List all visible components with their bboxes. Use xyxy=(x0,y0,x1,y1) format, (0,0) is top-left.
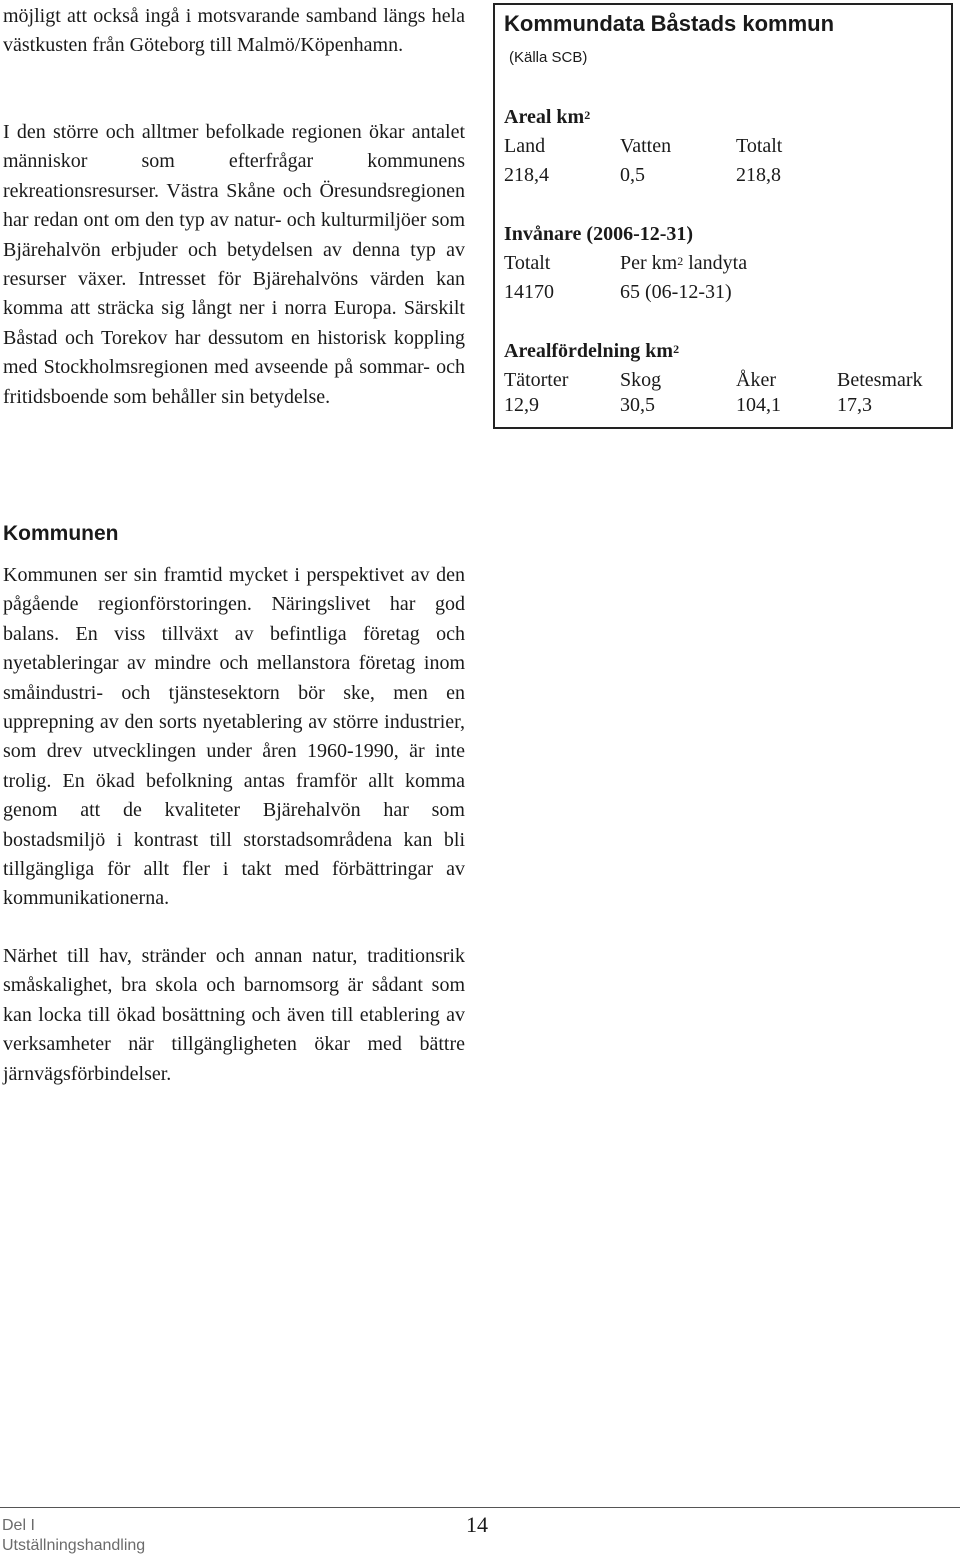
areal-labels-row xyxy=(504,132,944,161)
areal-values-row xyxy=(504,161,944,190)
page-number: 14 xyxy=(466,1512,488,1537)
invanare-labels-row xyxy=(504,249,944,278)
af-value-betesmark: 17,3 xyxy=(837,394,872,416)
box-source: (Källa SCB) xyxy=(509,49,588,66)
areal-label-land: Land xyxy=(504,135,546,157)
areal-section xyxy=(504,103,944,190)
box-title: Kommundata Båstads kommun xyxy=(504,11,835,36)
intro-paragraph: möjligt att också ingå i motsvarande samband längs hela västkusten från Göteborg till Malmö/Köpenhamn. xyxy=(3,5,465,57)
af-value-tatorter: 12,9 xyxy=(504,394,539,416)
footer-subtitle: Utställningshandling xyxy=(2,1537,146,1554)
af-value-aker: 104,1 xyxy=(736,394,781,416)
invanare-label-per-km: Per $km^2$ landyta xyxy=(620,252,748,274)
areal-heading: Areal $km^2$ xyxy=(504,106,591,128)
invanare-label-totalt: Totalt xyxy=(504,252,551,274)
af-label-aker: Åker xyxy=(736,369,776,391)
arealfordelning-heading: Arealfördelning $km^2$ xyxy=(504,340,680,362)
arealfordelning-values-row xyxy=(504,391,944,420)
areal-label-vatten: Vatten xyxy=(620,135,672,157)
areal-value-totalt: 218,8 xyxy=(736,164,781,186)
invanare-values-row xyxy=(504,278,944,307)
af-label-betesmark: Betesmark xyxy=(837,369,923,391)
footer-part-label: Del I xyxy=(2,1517,35,1534)
invanare-heading: Invånare (2006-12-31) xyxy=(504,223,694,245)
areal-value-vatten: 0,5 xyxy=(620,164,645,186)
areal-label-totalt: Totalt xyxy=(736,135,783,157)
footer-divider xyxy=(0,1507,960,1508)
kommundata-box xyxy=(493,3,953,429)
af-value-skog: 30,5 xyxy=(620,394,655,416)
narhet-paragraph: Närhet till hav, stränder och annan natur, traditionsrik småskalighet, bra skola och barnomsorg är sådant som kan locka till ökad bosättning och även till etablering av verksamheter när tillgängligheten ökar med bättre järnvägsförbindelser. xyxy=(3,945,465,1085)
arealfordelning-section xyxy=(504,337,944,420)
invanare-value-per-km: 65 (06-12-31) xyxy=(620,281,732,303)
section-heading-kommunen: Kommunen xyxy=(3,522,119,545)
kommunen-paragraph: Kommunen ser sin framtid mycket i perspektivet av den pågående regionförstoringen. Näringslivet har god balans. En viss tillväxt av befintliga företag och nyetableringar av mindre och mellanstora företag inom småindustri- och tjänstesektorn bör ske, men en upprepning av den sorts nyetablering av större industrier, som drev utvecklingen under åren 1960-1990, är inte trolig. En ökad befolkning antas framför allt komma genom att de kvaliteter Bjärehalvön har som bostadsmiljö i kontrast till storstadsområdena kan bli tillgängliga för allt fler i takt med förbättringar av kommunikationerna. xyxy=(3,564,465,910)
invanare-section xyxy=(504,220,944,307)
region-paragraph: I den större och alltmer befolkade regionen ökar antalet människor som efterfrågar kommunens rekreationsresurser. Västra Skåne och Öresundsregionen har redan ont om den typ av natur- och kulturmiljöer som Bjärehalvön erbjuder och betydelsen av denna typ av resurser växer. Intresset för Bjärehalvöns värden kan komma att sträcka sig långt ner i norra Europa. Särskilt Båstad och Torekov har dessutom en historisk koppling med Stockholmsregionen med avseende på sommar- och fritidsboende som behåller sin betydelse. xyxy=(3,121,465,408)
af-label-tatorter: Tätorter xyxy=(504,369,569,391)
af-label-skog: Skog xyxy=(620,369,662,391)
areal-value-land: 218,4 xyxy=(504,164,549,186)
invanare-value-totalt: 14170 xyxy=(504,281,554,303)
